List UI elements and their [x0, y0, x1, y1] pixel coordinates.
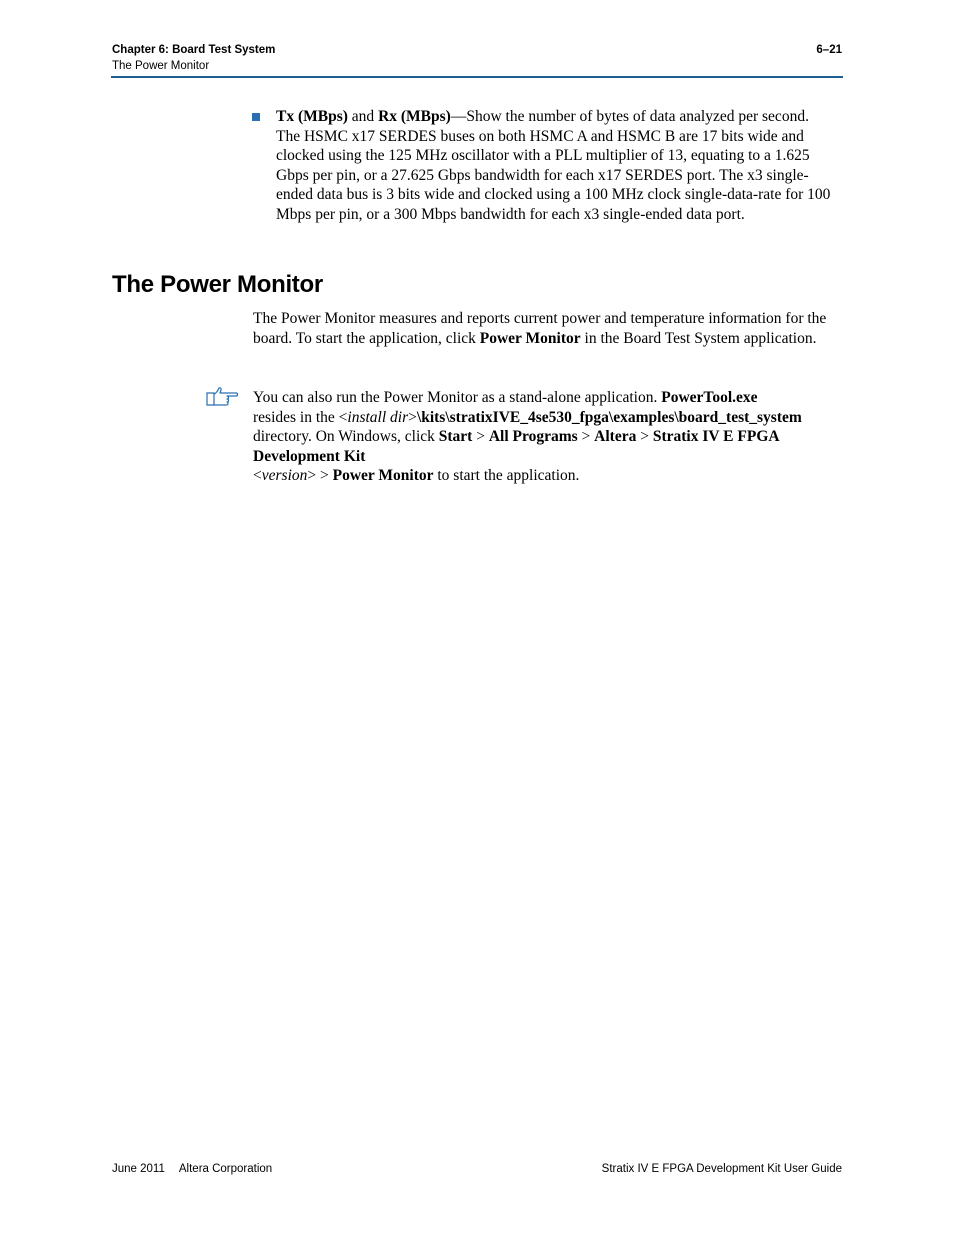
intro-paragraph: [253, 309, 839, 348]
power-monitor-menu: Power Monitor: [332, 467, 434, 485]
note-text: <: [253, 467, 262, 485]
install-dir: install dir: [347, 408, 409, 426]
version: version: [261, 467, 308, 485]
pointing-hand-icon: [205, 387, 239, 407]
header-section: The Power Monitor: [112, 60, 210, 72]
install-path: \kits\stratixIVE_4se530_fpga\examples\board_test_system: [416, 408, 802, 426]
note-text: > >: [307, 467, 333, 485]
header-chapter: Chapter 6: Board Test System: [112, 44, 276, 56]
page-footer: [112, 1161, 842, 1177]
page-header: [112, 42, 842, 74]
bullet-description: —Show the number of bytes of data analyzed per second. The HSMC x17 SERDES buses on both HSMC A and HSMC B are 17 bits wide and clocked using the 125 MHz oscillator with a PLL multiplier of 13, equating to a 1.625 Gbps per pin, or a 27.625 Gbps bandwidth for each x17 SERDES port. The x3 single-ended data bus is 3 bits wide and clocked using a 100 MHz clock single-data-rate for 100 Mbps per pin, or a 300 Mbps bandwidth for each x3 single-ended data port.: [276, 108, 831, 223]
note-text: You can also run the Power Monitor as a stand-alone application.: [253, 389, 662, 406]
note-text: resides in the <: [253, 408, 348, 426]
header-rule: [111, 76, 843, 78]
note-text: >: [408, 408, 417, 426]
and-text: and: [347, 108, 379, 125]
bullet-item: [253, 107, 833, 225]
start-menu: Start: [438, 428, 473, 446]
powertool-exe: PowerTool.exe: [661, 389, 758, 406]
bullet-text: [276, 107, 833, 225]
tx-label: Tx (MBps): [276, 108, 348, 125]
note-text: to start the application.: [433, 467, 580, 485]
header-page-number: 6–21: [816, 44, 842, 56]
power-monitor-bold: Power Monitor: [479, 329, 581, 347]
paragraph-text: in the Board Test System application.: [580, 329, 817, 347]
note-paragraph: [253, 388, 843, 486]
footer-doc-title: Stratix IV E FPGA Development Kit User Guide: [601, 1163, 842, 1175]
section-title: The Power Monitor: [112, 271, 323, 298]
rx-label: Rx (MBps): [378, 108, 451, 125]
footer-date: June 2011: [112, 1163, 165, 1175]
all-programs-menu: All Programs: [488, 428, 578, 446]
footer-company: Altera Corporation: [178, 1163, 273, 1175]
note-text: directory. On Windows, click: [253, 428, 439, 446]
paragraph-text: The Power Monitor measures and reports current power and temperature information for the board. To start the application, click: [253, 310, 827, 347]
separator: >: [636, 428, 653, 446]
separator: >: [472, 428, 489, 446]
bullet-square-icon: [252, 113, 260, 121]
altera-menu: Altera: [594, 428, 637, 446]
kit-menu: Stratix IV E FPGA Development Kit: [253, 428, 779, 465]
separator: >: [577, 428, 595, 446]
